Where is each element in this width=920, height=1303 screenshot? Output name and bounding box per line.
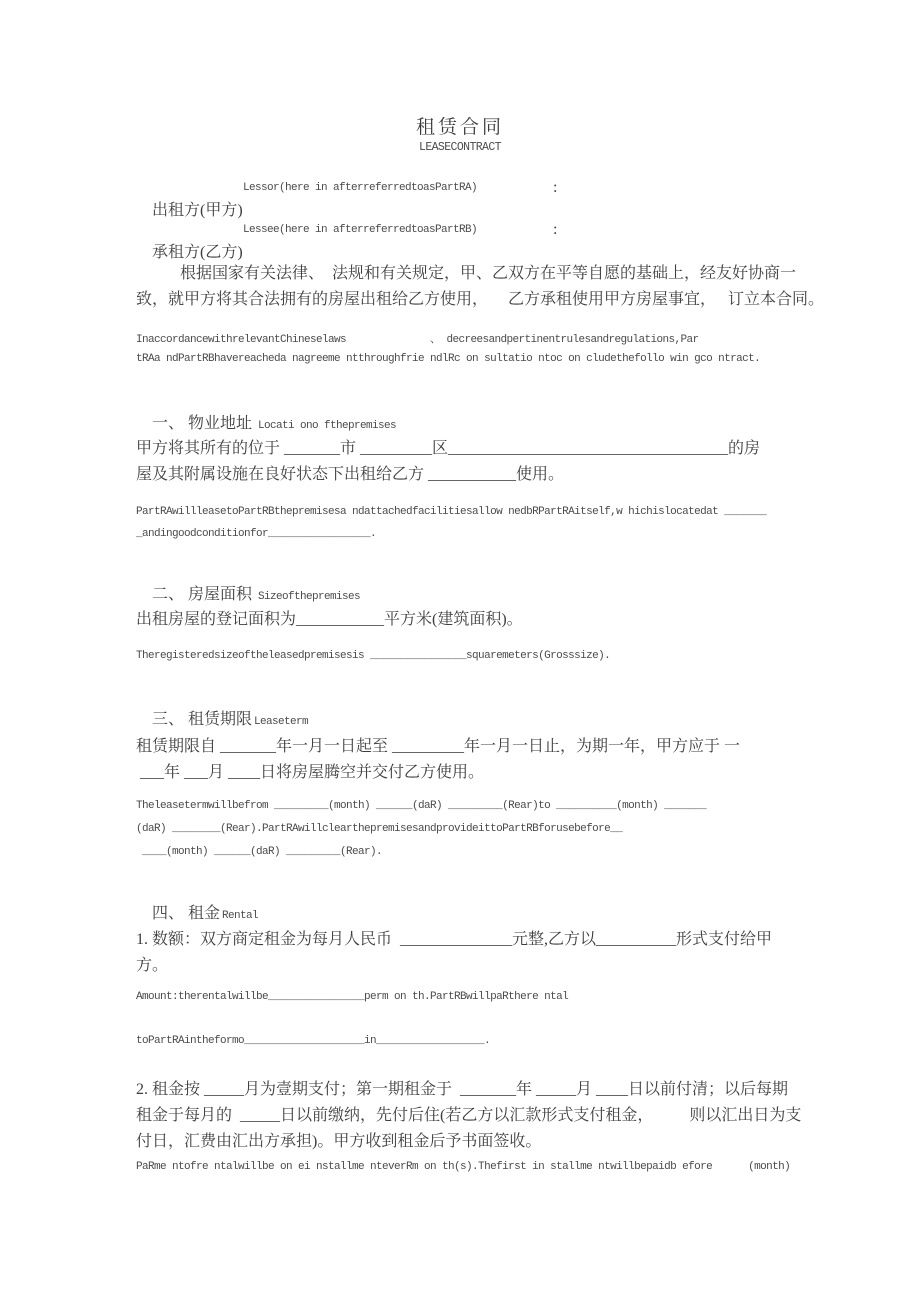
section-1-zh-line-1: 甲方将其所有的位于 _______市 _________区___________________________________的房 <box>136 440 761 457</box>
section-1-en-line-1: PartRAwillleasetoPartRBthepremisesa ndattachedfacilitiesallow nedbRPartRAitself,w hichislocatedat _______ <box>136 506 767 518</box>
rental-item-1-en-line-2: toPartRAintheformo____________________in__________________. <box>136 1035 491 1047</box>
rental-item-1-zh-line-2: 方。 <box>136 957 169 974</box>
section-2-heading-en: Sizeofthepremises <box>258 591 361 603</box>
preamble-en-line-2: tRAa ndPartRBhavereacheda nagreeme ntthroughfrie ndlRc on sultatio ntoc on cludethefollo win gco ntract. <box>136 353 761 365</box>
section-3-zh-line-1: 租赁期限自 _______年一月一日起至 _________年一月一日止，为期一年，甲方应于 一 <box>136 738 741 755</box>
lessor-label-en: Lessor(here in afterreferredtoasPartRA) <box>243 182 478 194</box>
lessor-row <box>136 179 696 219</box>
section-1-heading-zh: 一、 物业地址 <box>152 415 257 432</box>
section-2-zh-line-1: 出租房屋的登记面积为___________平方米(建筑面积)。 <box>136 611 523 628</box>
section-4-heading-en: Rental <box>222 910 259 922</box>
section-1-en-line-2: _andingoodconditionfor_________________. <box>136 528 377 540</box>
contract-title: 租赁合同 <box>415 117 504 138</box>
section-3-heading-en: Leaseterm <box>254 716 309 728</box>
section-3-zh-line-2: ___年 ___月 ____日将房屋腾空并交付乙方使用。 <box>136 764 485 781</box>
rental-item-2-zh-line-3: 付日，汇费由汇出方承担)。甲方收到租金后予书面签收。 <box>136 1133 542 1150</box>
section-1-heading-en: Locati ono fthepremises <box>258 420 397 432</box>
section-2-en-line-1: Theregisteredsizeoftheleasedpremisesis ________________squaremeters(Grosssize). <box>136 650 611 662</box>
lessee-label: 承租方(乙方) <box>152 244 243 261</box>
preamble-zh-line-2: 致，就甲方将其合法拥有的房屋出租给乙方使用， 乙方承租使用甲方房屋事宜， 订立本合同。 <box>136 291 825 308</box>
section-4-heading-zh: 四、 租金 <box>152 905 221 922</box>
rental-item-2-zh-line-2: 租金于每月的 _____日以前缴纳，先付后住(若乙方以汇款形式支付租金， 则以汇出日为支 <box>136 1107 802 1124</box>
rental-item-2-zh-line-1: 2. 租金按 _____月为壹期支付；第一期租金于 _______年 _____月 ____日以前付清；以后每期 <box>136 1081 789 1098</box>
rental-item-1-zh-line-1: 1. 数额：双方商定租金为每月人民币 ______________元整,乙方以__________形式支付给甲 <box>136 931 773 948</box>
section-3-en-line-1: Theleasetermwillbefrom _________(month) ______(daR) _________(Rear)to __________(month) _______ <box>136 800 707 812</box>
lessee-row <box>136 221 696 261</box>
lessor-colon: : <box>553 179 558 196</box>
rental-item-1-en-line-1: Amount:therentalwillbe________________perm on th.PartRBwillpaRthere ntal <box>136 991 569 1003</box>
rental-item-2-en-line-1: PaRme ntofre ntalwillbe on ei nstallme nteverRm on th(s).Thefirst in stallme ntwillbepaidb efore (month) <box>136 1161 791 1173</box>
lessee-colon: : <box>553 221 558 238</box>
section-1-zh-line-2: 屋及其附属设施在良好状态下出租给乙方 ___________使用。 <box>136 466 565 483</box>
section-3-en-line-3: ____(month) ______(daR) _________(Rear). <box>136 846 383 858</box>
lessor-label: 出租方(甲方) <box>152 202 243 219</box>
contract-subtitle: LEASECONTRACT <box>419 141 501 154</box>
preamble-en-line-1: InaccordancewithrelevantChineselaws 、 decreesandpertinentrulesandregulations,Par <box>136 334 699 346</box>
section-3-heading-zh: 三、 租赁期限 <box>152 711 253 728</box>
section-2-heading-zh: 二、 房屋面积 <box>152 586 257 603</box>
preamble-zh-line-1: 根据国家有关法律、 法规和有关规定，甲、乙双方在平等自愿的基础上，经友好协商一 <box>180 265 797 282</box>
lessee-label-en: Lessee(here in afterreferredtoasPartRB) <box>243 224 478 236</box>
section-3-en-line-2: (daR) ________(Rear).PartRAwillclearthepremisesandprovideittoPartRBforusebefore__ <box>136 823 623 835</box>
